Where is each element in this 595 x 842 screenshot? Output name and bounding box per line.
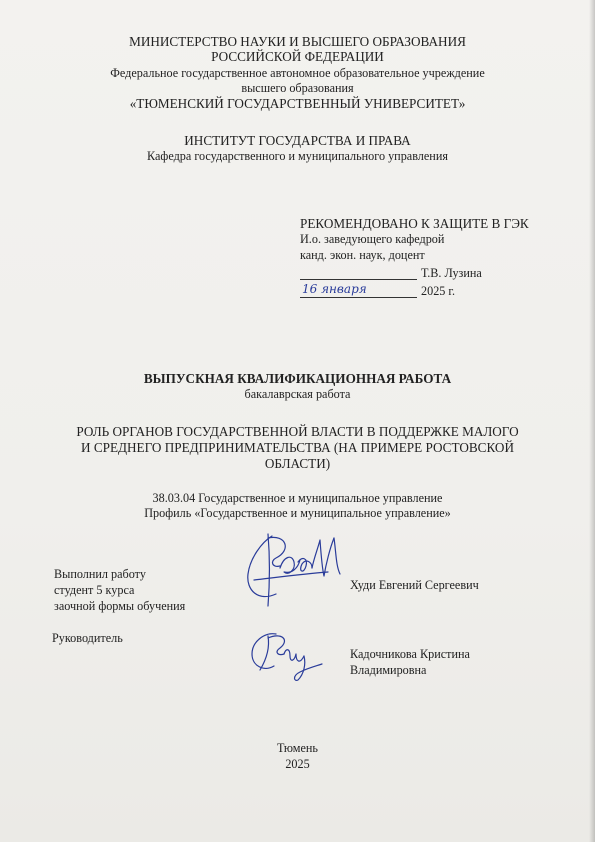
profile: Профиль «Государственное и муниципальное управление» (144, 506, 451, 520)
ministry-line-2: РОССИЙСКОЙ ФЕДЕРАЦИИ (211, 49, 384, 64)
supervisor-signature-icon (246, 626, 326, 684)
year: 2025 (285, 757, 310, 771)
institution-type-line-1: Федеральное государственное автономное образовательное учреждение (110, 66, 485, 80)
signature-line (300, 279, 417, 280)
institution-type-line-2: высшего образования (241, 81, 354, 95)
department-name: Кафедра государственного и муниципального управления (147, 149, 448, 163)
supervisor-name-line-1: Кадочникова Кристина (350, 647, 470, 661)
supervisor-label: Руководитель (52, 631, 123, 645)
institute-name: ИНСТИТУТ ГОСУДАРСТВА И ПРАВА (184, 133, 411, 148)
approval-degree: канд. экон. наук, доцент (300, 248, 425, 262)
author-label-line-2: студент 5 курса (54, 583, 135, 597)
approval-year: 2025 г. (421, 284, 456, 298)
approval-title: РЕКОМЕНДОВАНО К ЗАЩИТЕ В ГЭК (300, 216, 529, 231)
work-title-line-2: И СРЕДНЕГО ПРЕДПРИНИМАТЕЛЬСТВА (НА ПРИМЕРЕ РОСТОВСКОЙ (81, 440, 514, 455)
work-subtype: бакалаврская работа (244, 387, 351, 401)
author-signature-icon (232, 528, 350, 610)
supervisor-name-line-2: Владимировна (350, 663, 427, 677)
city: Тюмень (277, 741, 318, 755)
author-label-line-3: заочной формы обучения (54, 599, 186, 613)
handwritten-date: 16 января (302, 282, 367, 296)
ministry-line-1: МИНИСТЕРСТВО НАУКИ И ВЫСШЕГО ОБРАЗОВАНИЯ (129, 34, 466, 49)
university-name: «ТЮМЕНСКИЙ ГОСУДАРСТВЕННЫЙ УНИВЕРСИТЕТ» (129, 96, 466, 111)
approval-name: Т.В. Лузина (421, 266, 482, 280)
approval-position: И.о. заведующего кафедрой (300, 232, 445, 246)
specialty: 38.03.04 Государственное и муниципальное управление (152, 491, 443, 505)
author-name: Худи Евгений Сергеевич (350, 578, 479, 592)
work-type: ВЫПУСКНАЯ КВАЛИФИКАЦИОННАЯ РАБОТА (143, 371, 452, 386)
date-line (300, 297, 417, 298)
author-label-line-1: Выполнил работу (54, 567, 146, 581)
work-title-line-1: РОЛЬ ОРГАНОВ ГОСУДАРСТВЕННОЙ ВЛАСТИ В ПОДДЕРЖКЕ МАЛОГО (76, 424, 519, 439)
work-title-line-3: ОБЛАСТИ) (264, 456, 331, 471)
